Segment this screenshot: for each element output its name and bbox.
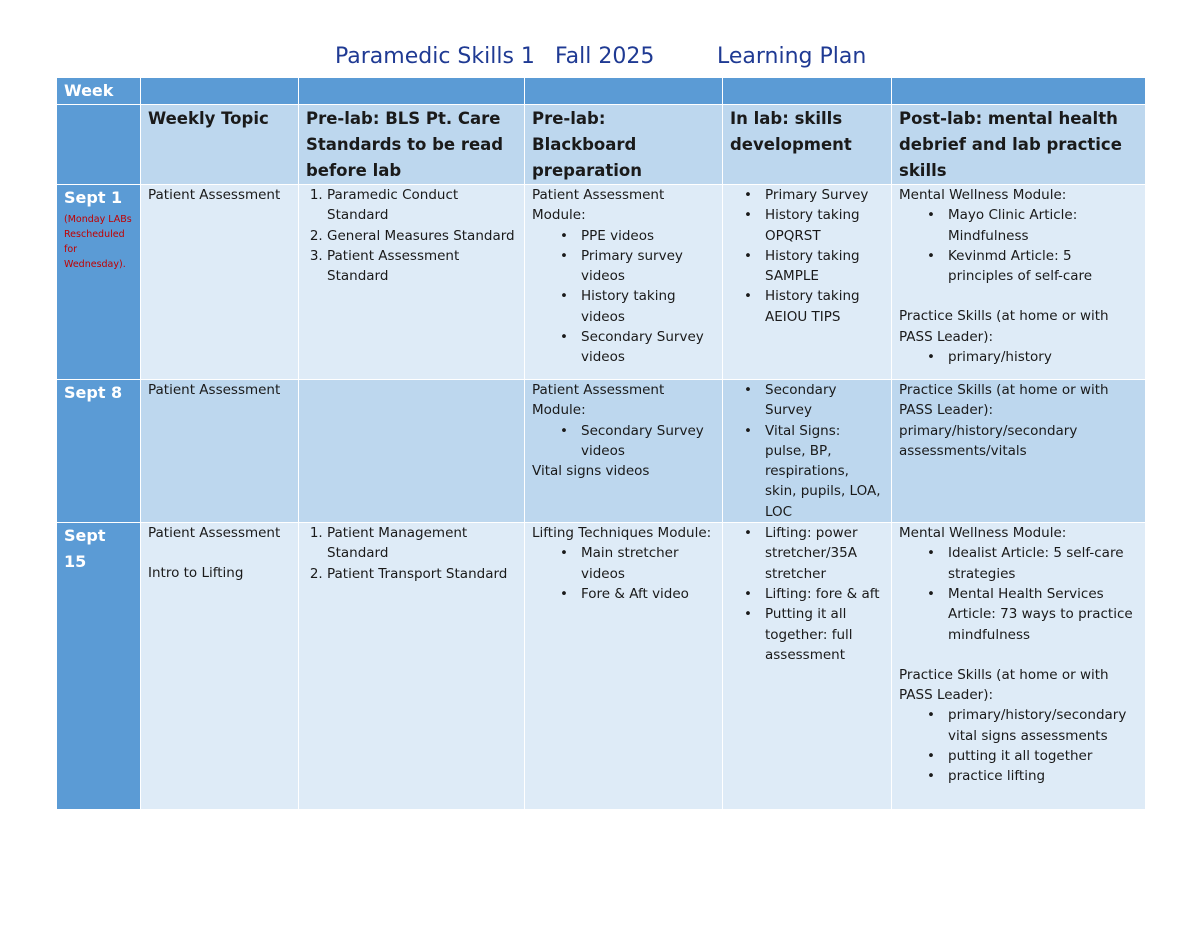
list-item: • Lifting: power stretcher/35A stretcher xyxy=(751,523,884,584)
list-item: • Secondary Survey xyxy=(751,380,884,421)
post-lab-content xyxy=(899,185,1138,367)
column-header-row xyxy=(57,105,1146,185)
lab-skills-list xyxy=(730,185,884,327)
topic-content xyxy=(148,523,291,584)
standards-list xyxy=(306,523,517,584)
practice-title: Practice Skills (at home or with PASS Leader): xyxy=(899,308,1109,345)
list-item: • Main stretcher videos xyxy=(567,543,715,584)
spacer xyxy=(899,645,1138,665)
header-bar-cell xyxy=(299,78,525,105)
weekly-topic: Intro to Lifting xyxy=(148,565,244,582)
list-item: 2. Patient Transport Standard xyxy=(327,564,517,584)
list-item: 1. Paramedic Conduct Standard xyxy=(327,185,517,226)
header-bar-cell xyxy=(723,78,892,105)
lab-skills-list xyxy=(730,523,884,665)
weekly-topic: Patient Assessment xyxy=(148,187,281,203)
topic-cell xyxy=(141,523,299,810)
week-label: Sept 15 xyxy=(64,526,106,572)
list-item: • History taking OPQRST xyxy=(751,205,884,246)
list-item: • Vital Signs: pulse, BP, respirations, skin, pupils, LOA, LOC xyxy=(751,421,884,522)
video-list xyxy=(532,421,715,462)
week-label: Sept 1 xyxy=(64,188,123,207)
list-item: • practice lifting xyxy=(934,766,1138,786)
practice-title: Practice Skills (at home or with PASS Leader): xyxy=(899,666,1109,704)
table-row xyxy=(57,185,1146,380)
week-cell xyxy=(57,523,141,810)
schedule-note: (Monday LABs Rescheduled for Wednesday). xyxy=(64,214,132,270)
list-item: • Secondary Survey videos xyxy=(567,327,715,368)
learning-plan-table xyxy=(56,77,1146,810)
wellness-list xyxy=(899,205,1138,286)
header-bar-cell xyxy=(892,78,1146,105)
standards-cell xyxy=(299,185,525,380)
blackboard-cell xyxy=(525,185,723,380)
blackboard-content xyxy=(532,185,715,368)
blackboard-content xyxy=(532,380,715,481)
module-title: Patient Assessment Module: xyxy=(532,382,665,419)
week-label: Sept 8 xyxy=(64,383,123,402)
lab-cell xyxy=(723,523,892,810)
lab-content xyxy=(730,380,884,522)
list-item: • History taking SAMPLE xyxy=(751,246,884,287)
module-extra: Vital signs videos xyxy=(532,463,650,480)
column-header: Weekly Topic xyxy=(141,105,299,185)
spacer xyxy=(148,543,291,563)
week-column-blank xyxy=(57,105,141,185)
standards-cell xyxy=(299,380,525,523)
topic-content xyxy=(148,185,291,205)
list-item: • Mental Health Services Article: 73 ways to practice mindfulness xyxy=(934,584,1138,645)
list-item: 2. General Measures Standard xyxy=(327,226,517,246)
header-bar-row xyxy=(57,78,1146,105)
list-item: • PPE videos xyxy=(567,226,715,246)
standards-content xyxy=(306,185,517,286)
topic-content xyxy=(148,380,291,400)
term-title: Fall 2025 xyxy=(555,44,655,69)
standards-content xyxy=(306,523,517,584)
list-item: 3. Patient Assessment Standard xyxy=(327,246,517,287)
module-title: Patient Assessment Module: xyxy=(532,187,665,224)
column-header: Pre-lab: Blackboard preparation xyxy=(525,105,723,185)
wellness-list xyxy=(899,543,1138,644)
column-header: In lab: skills development xyxy=(723,105,892,185)
column-header: Post-lab: mental health debrief and lab practice skills xyxy=(892,105,1146,185)
list-item: • Putting it all together: full assessment xyxy=(751,604,884,665)
practice-list xyxy=(899,705,1138,786)
weekly-topic: Patient Assessment xyxy=(148,382,281,398)
post-lab-cell xyxy=(892,380,1146,523)
list-item: • Primary survey videos xyxy=(567,246,715,287)
practice-title: Practice Skills (at home or with PASS Leader): xyxy=(899,382,1109,419)
course-title: Paramedic Skills 1 xyxy=(335,44,535,69)
table-row xyxy=(57,380,1146,523)
list-item: • primary/history xyxy=(934,347,1138,367)
blackboard-content xyxy=(532,523,715,604)
post-lab-cell xyxy=(892,523,1146,810)
week-header: Week xyxy=(64,81,114,100)
post-lab-content xyxy=(899,523,1138,787)
header-bar-cell xyxy=(141,78,299,105)
list-item: • History taking videos xyxy=(567,286,715,327)
practice-text: primary/history/secondary assessments/vitals xyxy=(899,422,1078,459)
week-cell xyxy=(57,380,141,523)
week-cell xyxy=(57,185,141,380)
lab-cell xyxy=(723,380,892,523)
post-lab-content xyxy=(899,380,1138,461)
list-item: • Primary Survey xyxy=(751,185,884,205)
weekly-topic: Patient Assessment xyxy=(148,525,281,542)
topic-cell xyxy=(141,380,299,523)
spacer xyxy=(899,286,1138,306)
lab-content xyxy=(730,523,884,665)
list-item: • Secondary Survey videos xyxy=(567,421,715,462)
standards-cell xyxy=(299,523,525,810)
week-header-cell xyxy=(57,78,141,105)
video-list xyxy=(532,543,715,604)
list-item: • Idealist Article: 5 self-care strategies xyxy=(934,543,1138,584)
lab-skills-list xyxy=(730,380,884,522)
list-item: • primary/history/secondary vital signs assessments xyxy=(934,705,1138,746)
lab-cell xyxy=(723,185,892,380)
topic-cell xyxy=(141,185,299,380)
wellness-title: Mental Wellness Module: xyxy=(899,525,1067,542)
post-lab-cell xyxy=(892,185,1146,380)
table-row xyxy=(57,523,1146,810)
list-item: • Kevinmd Article: 5 principles of self-care xyxy=(934,246,1138,287)
doc-title: Learning Plan xyxy=(717,44,867,69)
list-item: • Lifting: fore & aft xyxy=(751,584,884,604)
module-title: Lifting Techniques Module: xyxy=(532,525,712,542)
blackboard-cell xyxy=(525,523,723,810)
list-item: • putting it all together xyxy=(934,746,1138,766)
practice-list xyxy=(899,347,1138,367)
page-title xyxy=(0,44,1200,78)
video-list xyxy=(532,226,715,368)
standards-list xyxy=(306,185,517,286)
header-bar-cell xyxy=(525,78,723,105)
list-item: • Mayo Clinic Article: Mindfulness xyxy=(934,205,1138,246)
lab-content xyxy=(730,185,884,327)
list-item: • Fore & Aft video xyxy=(567,584,715,604)
list-item: 1. Patient Management Standard xyxy=(327,523,517,564)
blackboard-cell xyxy=(525,380,723,523)
column-header: Pre-lab: BLS Pt. Care Standards to be read before lab xyxy=(299,105,525,185)
list-item: • History taking AEIOU TIPS xyxy=(751,286,884,327)
wellness-title: Mental Wellness Module: xyxy=(899,187,1067,203)
